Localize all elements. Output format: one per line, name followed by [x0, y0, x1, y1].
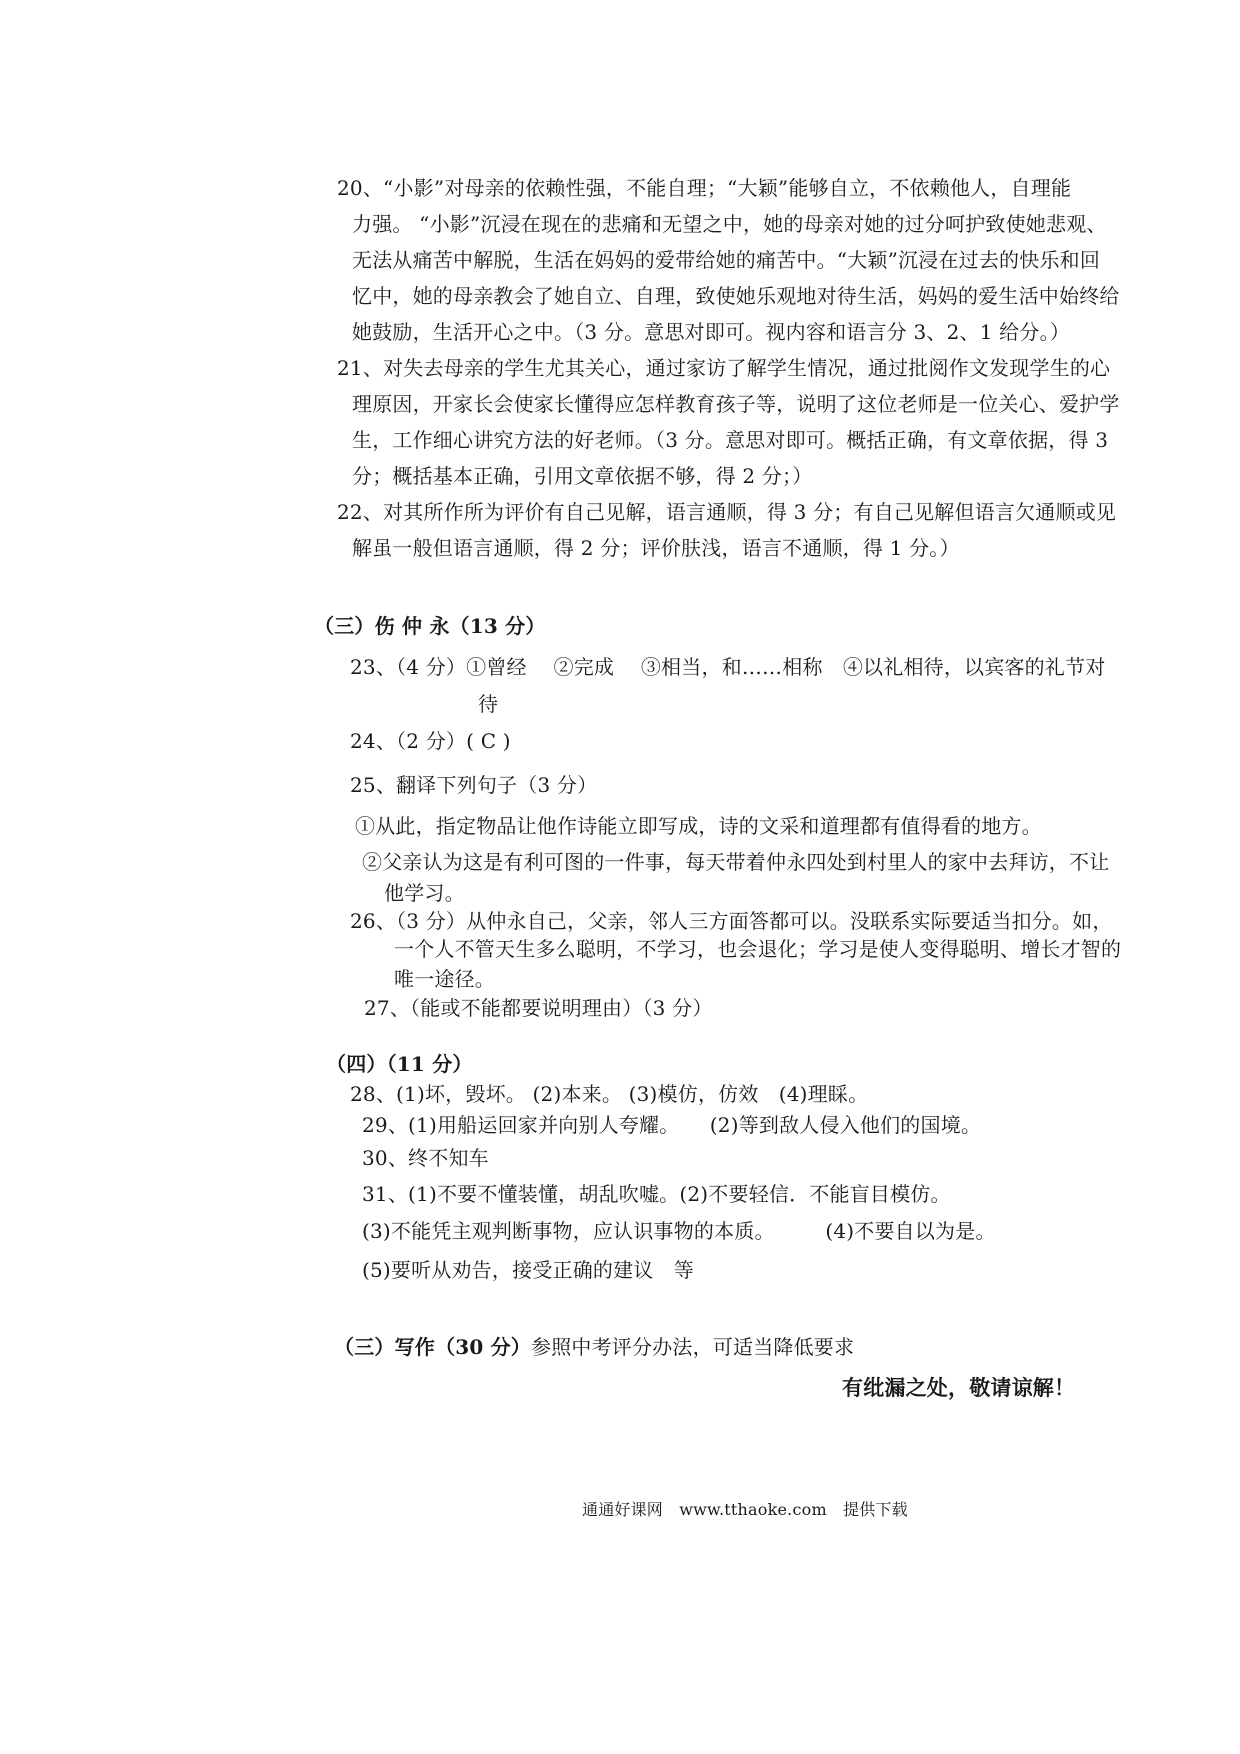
- q28: 28、(1)坏，毁坏。 (2)本来。 (3)模仿，仿效 (4)理睬。: [350, 1082, 869, 1106]
- q20-line-4: 忆中，她的母亲教会了她自立、自理，致使她乐观地对待生活，妈妈的爱生活中始终给: [352, 284, 1120, 308]
- q31-line-1: 31、(1)不要不懂装懂，胡乱吹嘘。(2)不要轻信．不能盲目模仿。: [362, 1182, 951, 1206]
- q21-line-4: 分；概括基本正确，引用文章依据不够，得 2 分；）: [352, 464, 813, 488]
- q22-line-2: 解虽一般但语言通顺，得 2 分；评价肤浅，语言不通顺，得 1 分。）: [352, 536, 960, 560]
- q26-line-2: 一个人不管天生多么聪明，不学习，也会退化；学习是使人变得聪明、增长才智的: [394, 937, 1122, 961]
- q29: 29、(1)用船运回家并向别人夸耀。 (2)等到敌人侵入他们的国境。: [362, 1113, 982, 1137]
- q31-line-3: (5)要听从劝告，接受正确的建议 等: [362, 1258, 694, 1282]
- q27: 27、（能或不能都要说明理由）（3 分）: [364, 996, 713, 1020]
- q21-line-3: 生，工作细心讲究方法的好老师。（3 分。意思对即可。概括正确，有文章依据，得 3: [352, 428, 1109, 452]
- q21-line-2: 理原因，开家长会使家长懂得应怎样教育孩子等，说明了这位老师是一位关心、爱护学: [352, 392, 1120, 416]
- q31-line-2: (3)不能凭主观判断事物，应认识事物的本质。 (4)不要自以为是。: [362, 1219, 996, 1243]
- q25-answer-2-line-1: ②父亲认为这是有利可图的一件事，每天带着仲永四处到村里人的家中去拜访，不让: [362, 850, 1110, 874]
- section3-heading: （三）伤 仲 永（13 分）: [314, 614, 546, 638]
- q25: 25、翻译下列句子（3 分）: [350, 773, 598, 797]
- writing-text: 参照中考评分办法，可适当降低要求: [531, 1335, 855, 1359]
- section4-heading: （四）（11 分）: [326, 1052, 473, 1076]
- writing-section: [334, 1337, 854, 1357]
- closing-note: 有纰漏之处，敬请谅解！: [842, 1376, 1076, 1400]
- q25-answer-2-line-2: 他学习。: [384, 881, 465, 905]
- q23-line-2: 待: [478, 692, 499, 716]
- q26-line-3: 唯一途径。: [394, 967, 495, 991]
- q20-line-3: 无法从痛苦中解脱，生活在妈妈的爱带给她的痛苦中。“大颖”沉浸在过去的快乐和回: [352, 248, 1101, 272]
- q21-line-1: 21、对失去母亲的学生尤其关心，通过家访了解学生情况，通过批阅作文发现学生的心: [337, 356, 1111, 380]
- q20-line-5: 她鼓励，生活开心之中。（3 分。意思对即可。视内容和语言分 3、2、1 给分。）: [352, 320, 1070, 344]
- q20-line-1: 20、“小影”对母亲的依赖性强，不能自理；“大颖”能够自立，不依赖他人，自理能: [337, 176, 1072, 200]
- q22-line-1: 22、对其所作所为评价有自己见解，语言通顺，得 3 分；有自己见解但语言欠通顺或见: [337, 500, 1117, 524]
- page-footer: 通通好课网 www.tthaoke.com 提供下载: [582, 1500, 908, 1519]
- q20-line-2: 力强。 “小影”沉浸在现在的悲痛和无望之中，她的母亲对她的过分呵护致使她悲观、: [352, 212, 1107, 236]
- writing-heading: （三）写作（30 分）: [334, 1335, 531, 1359]
- q30: 30、终不知车: [362, 1146, 489, 1170]
- q25-answer-1: ①从此，指定物品让他作诗能立即写成，诗的文采和道理都有值得看的地方。: [355, 814, 1042, 838]
- q24: 24、（2 分）( C ): [350, 729, 511, 753]
- q23-line-1: 23、（4 分）①曾经 ②完成 ③相当，和……相称 ④以礼相待，以宾客的礼节对: [350, 655, 1106, 679]
- q26-line-1: 26、（3 分）从仲永自己，父亲，邻人三方面答都可以。没联系实际要适当扣分。如，: [350, 909, 1113, 933]
